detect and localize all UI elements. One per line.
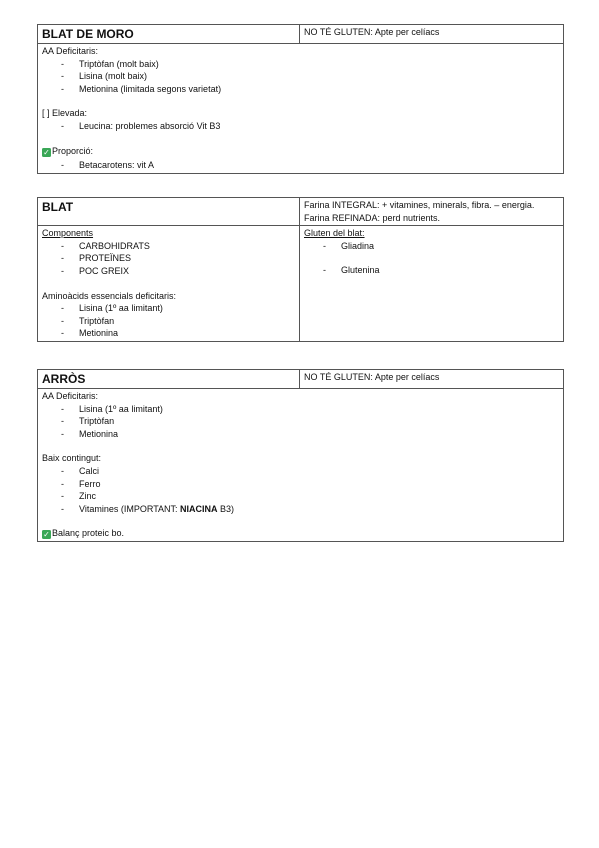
list-item: - Calci [61, 465, 100, 476]
list-item: - Metionina [61, 428, 119, 439]
list-item: - Leucina: problemes absorció Vit B3 [61, 120, 221, 131]
list-item: - Triptòfan (molt baix) [61, 58, 159, 69]
list-item: - Lisina (1º aa limitant) [61, 303, 163, 314]
components-heading: Components [42, 228, 94, 239]
gluten-note: NO TÉ GLUTEN: Apte per celíacs [300, 370, 564, 389]
list-item: - Triptòfan [61, 416, 115, 427]
balance-text: Balanç proteic bo. [52, 528, 125, 539]
card-body [38, 44, 564, 174]
list-item: - POC GREIX [61, 265, 130, 276]
list-item: - Ferro [61, 478, 101, 489]
list-item: - Vitamines (IMPORTANT: NIACINA B3) [61, 503, 235, 514]
elevated-heading: [ ] Elevada: [42, 108, 88, 119]
card-body-right [300, 226, 564, 342]
list-item: - Betacarotens: vit A [61, 160, 155, 171]
list-item: - Metionina [61, 328, 119, 339]
list-item: - Lisina (1º aa limitant) [61, 403, 163, 414]
card-title: BLAT [38, 198, 300, 226]
list-item: - CARBOHIDRATS [61, 240, 150, 251]
proportion-line [42, 145, 559, 158]
list-item: - PROTEÏNES [61, 253, 132, 264]
deficit-heading: AA Deficitaris: [42, 391, 99, 401]
list-item: - Triptòfan [61, 315, 115, 326]
list-item: - Gliadina [323, 240, 375, 251]
deficit-heading: AA Deficitaris: [42, 46, 99, 56]
check-icon: ✓ [43, 147, 50, 157]
flour-note: Farina INTEGRAL: + vitamines, minerals, fibra. – energia. Farina REFINADA: perd nutrients. [300, 198, 564, 226]
card-arros [37, 369, 564, 542]
list-item: - Metionina (limitada segons varietat) [61, 83, 222, 94]
list-item: - Lisina (molt baix) [61, 71, 148, 82]
gluten-note: NO TÉ GLUTEN: Apte per celíacs [300, 25, 564, 44]
card-blat [37, 197, 564, 342]
card-blat-de-moro [37, 24, 564, 174]
list-item: - Glutenina [323, 265, 380, 276]
list-item: - Zinc [61, 491, 97, 502]
card-title: ARRÒS [38, 370, 300, 389]
gluten-heading: Gluten del blat: [304, 228, 365, 239]
card-body [38, 389, 564, 542]
card-title: BLAT DE MORO [38, 25, 300, 44]
low-content-heading: Baix contingut: [42, 453, 102, 464]
balance-line [42, 527, 559, 540]
proportion-heading: Proporció: [52, 145, 94, 156]
card-body-left [38, 226, 300, 342]
check-icon: ✓ [43, 530, 50, 540]
essential-heading: Aminoàcids essencials deficitaris: [42, 290, 177, 301]
